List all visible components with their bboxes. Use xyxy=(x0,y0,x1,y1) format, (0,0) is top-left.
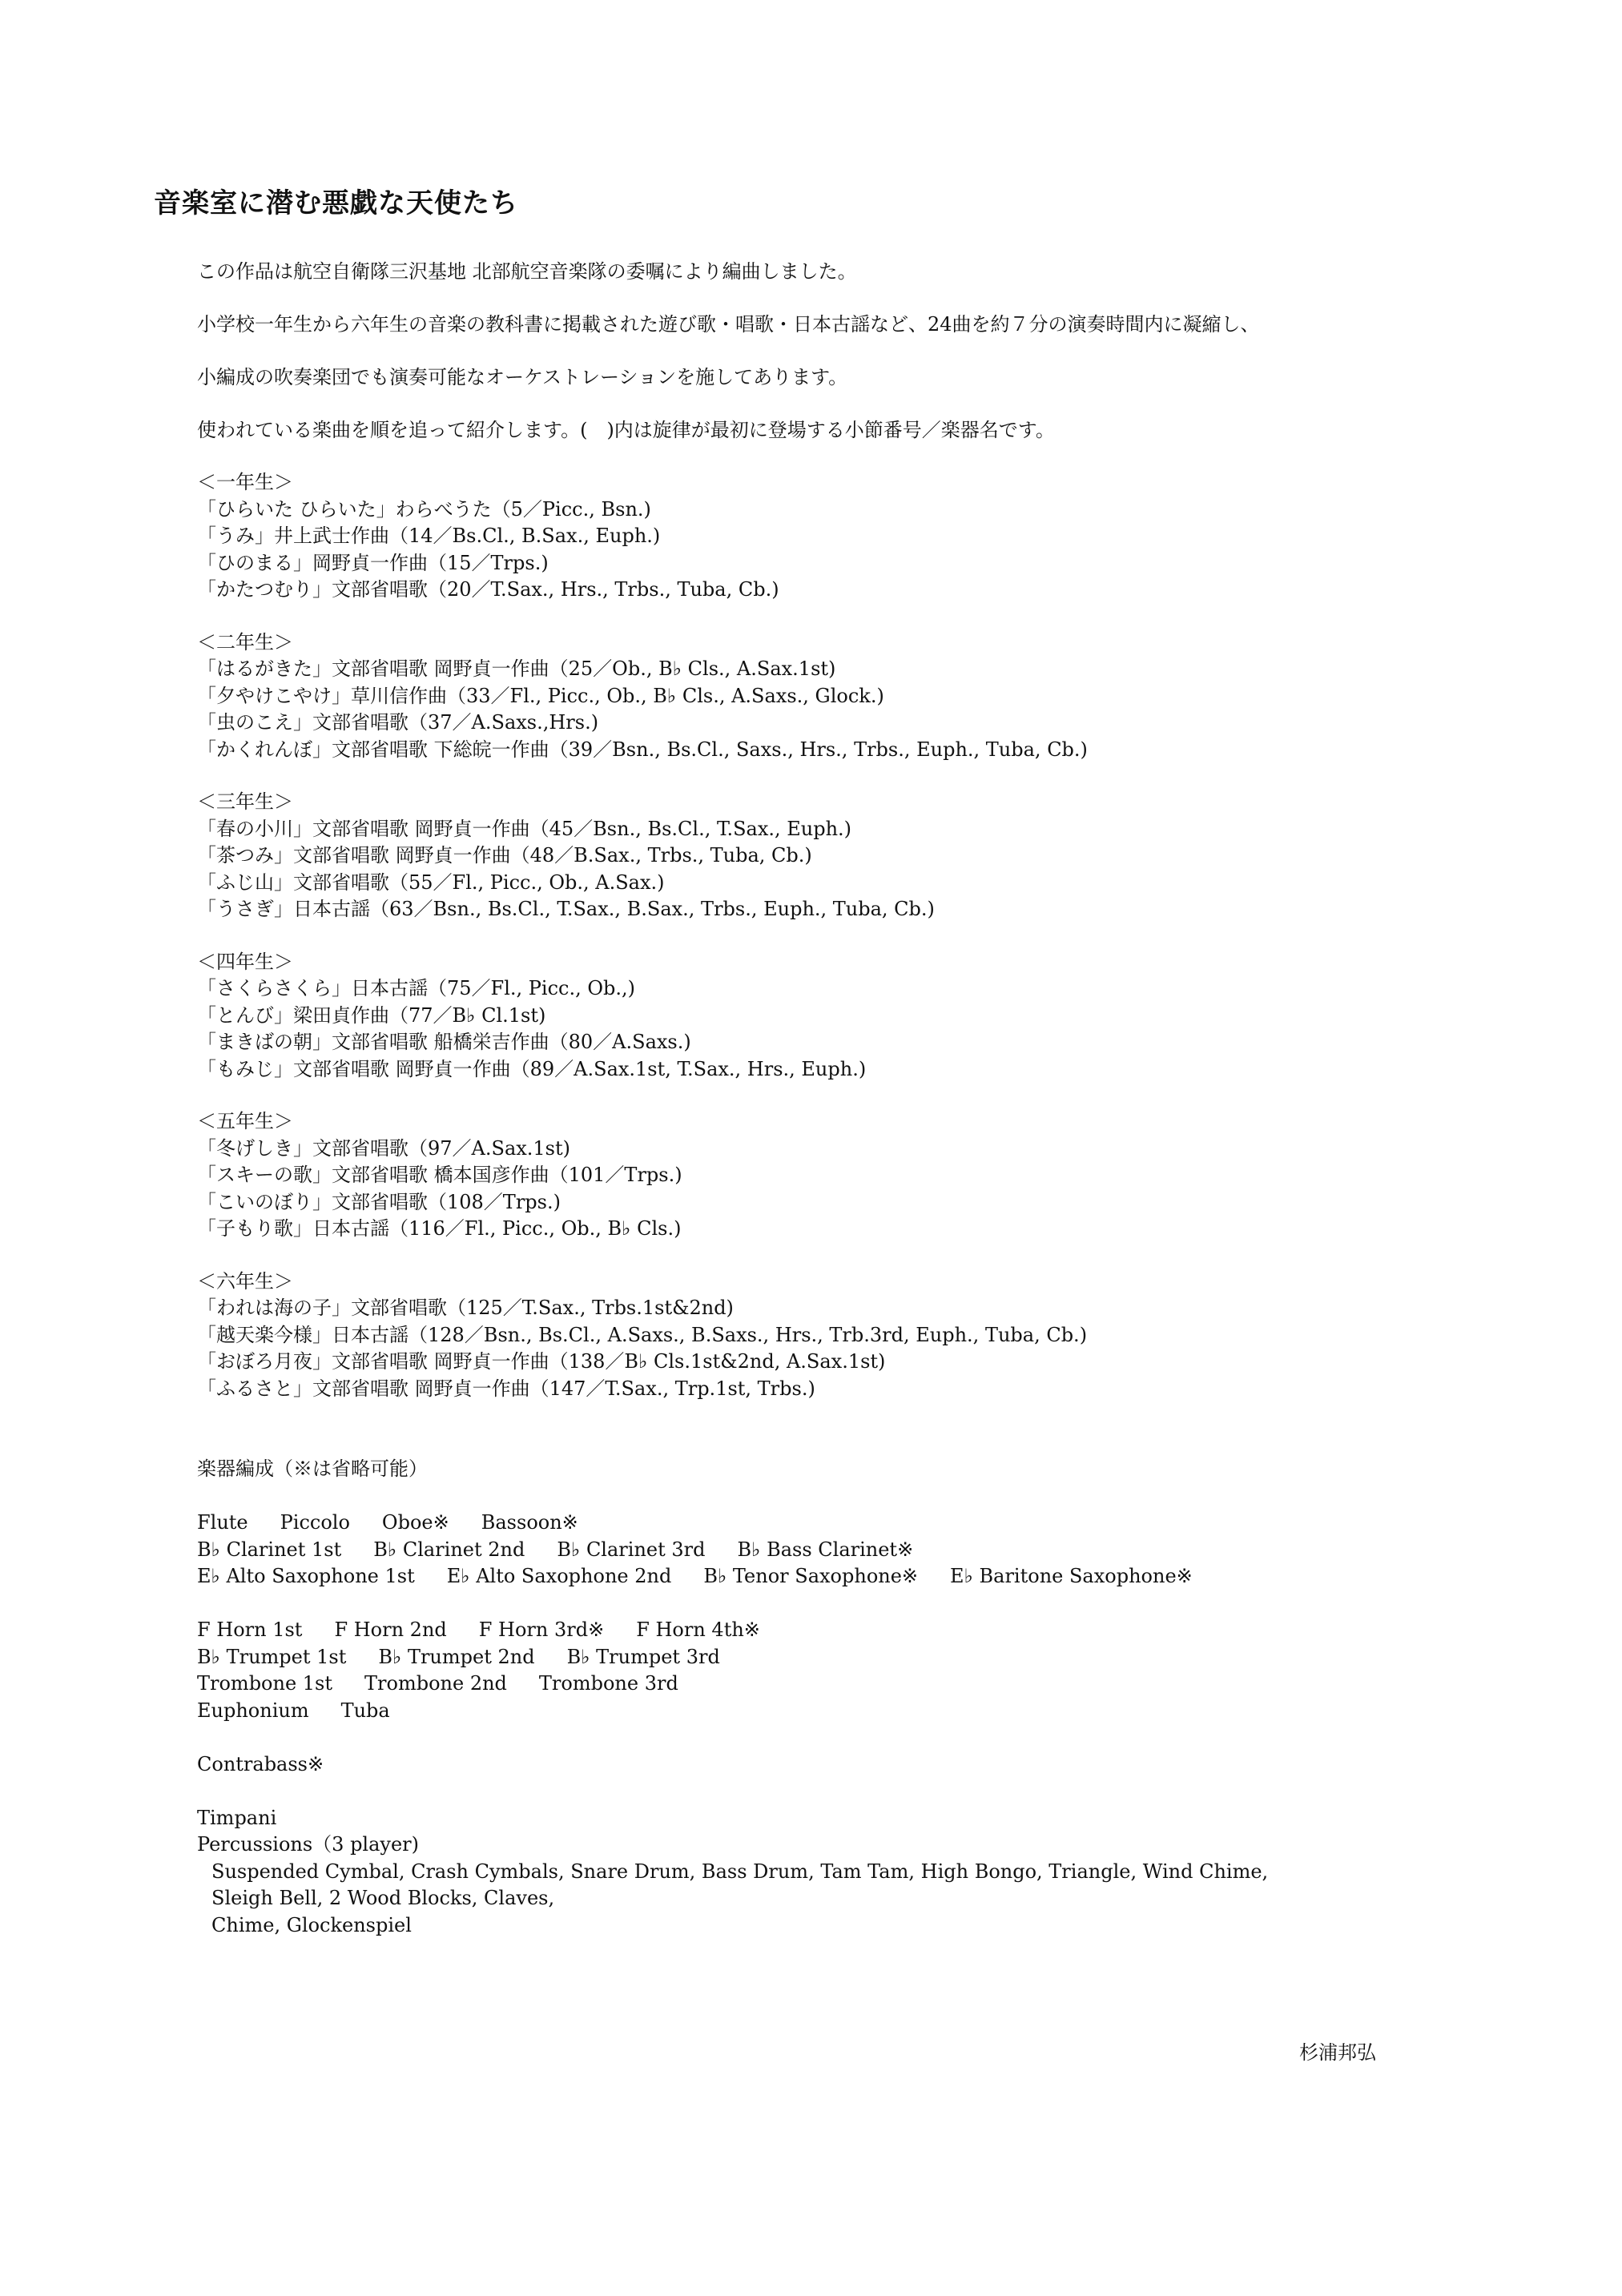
instrument-name: E♭ Baritone Saxophone※ xyxy=(950,1565,1193,1587)
intro-paragraph: この作品は航空自衛隊三沢基地 北部航空音楽隊の委嘱により編曲しました。 xyxy=(197,260,857,283)
instrument-name: Oboe※ xyxy=(381,1511,449,1534)
page-title: 音楽室に潜む悪戯な天使たち xyxy=(154,187,518,219)
song-item: 「おぼろ月夜」文部省唱歌 岡野貞一作曲（138／B♭ Cls.1st&2nd, A.Sax.1st) xyxy=(197,1350,886,1373)
song-item: 「ひのまる」岡野貞一作曲（15／Trps.) xyxy=(197,551,549,574)
grade-section-3 xyxy=(197,789,1479,923)
strings-group xyxy=(197,1751,1479,1779)
instrument-name: F Horn 3rd※ xyxy=(478,1618,605,1641)
instrumentation-heading-block xyxy=(197,1456,1479,1483)
intro-paragraph: 小学校一年生から六年生の音楽の教科書に掲載された遊び歌・唱歌・日本古謡など、24曲を約７分の演奏時間内に凝縮し、 xyxy=(197,313,1260,336)
instrument-row xyxy=(197,1537,1479,1564)
song-item: 「ふるさと」文部省唱歌 岡野貞一作曲（147／T.Sax., Trp.1st, Trbs.) xyxy=(197,1377,815,1400)
grade-section-5 xyxy=(197,1108,1479,1243)
grade-heading: ＜三年生＞ xyxy=(197,790,293,813)
instrument-name: Tuba xyxy=(340,1699,390,1722)
instrument-row xyxy=(197,1671,1479,1698)
instrument-name: F Horn 1st xyxy=(197,1618,303,1641)
song-item: 「夕やけこやけ」草川信作曲（33／Fl., Picc., Ob., B♭ Cls., A.Saxs., Glock.) xyxy=(197,684,884,707)
instrument-name: Flute xyxy=(197,1511,248,1534)
grade-section-4 xyxy=(197,949,1479,1084)
percussion-group xyxy=(197,1805,1479,1940)
song-item: 「まきばの朝」文部省唱歌 船橋栄吉作曲（80／A.Saxs.) xyxy=(197,1031,691,1053)
song-item: 「茶つみ」文部省唱歌 岡野貞一作曲（48／B.Sax., Trbs., Tuba, Cb.) xyxy=(197,844,812,867)
instrument-row xyxy=(197,1617,1479,1644)
instrument-name: Trombone 2nd xyxy=(364,1672,507,1695)
intro-paragraph: 使われている楽曲を順を追って紹介します。( )内は旋律が最初に登場する小節番号／楽器名です。 xyxy=(197,419,1055,441)
instrument-row xyxy=(197,1698,1479,1725)
song-item: 「ふじ山」文部省唱歌（55／Fl., Picc., Ob., A.Sax.) xyxy=(197,871,665,894)
woodwinds-group xyxy=(197,1510,1479,1590)
song-item: 「春の小川」文部省唱歌 岡野貞一作曲（45／Bsn., Bs.Cl., T.Sax., Euph.) xyxy=(197,817,852,840)
percussion-heading: Percussions（3 player) xyxy=(197,1833,420,1856)
song-item: 「うさぎ」日本古謡（63／Bsn., Bs.Cl., T.Sax., B.Sax., Trbs., Euph., Tuba, Cb.) xyxy=(197,898,935,920)
instrument-name: E♭ Alto Saxophone 2nd xyxy=(446,1565,672,1587)
author-signature: 杉浦邦弘 xyxy=(1299,2041,1376,2064)
percussion-line: Sleigh Bell, 2 Wood Blocks, Claves, xyxy=(211,1887,555,1909)
song-item: 「ひらいた ひらいた」わらべうた（5／Picc., Bsn.) xyxy=(197,497,651,521)
instrument-name: Piccolo xyxy=(280,1511,350,1534)
percussion-line: Suspended Cymbal, Crash Cymbals, Snare Drum, Bass Drum, Tam Tam, High Bongo, Triangle, Wind Chime, xyxy=(211,1860,1269,1883)
grade-heading: ＜四年生＞ xyxy=(197,950,293,973)
song-item: 「かくれんぼ」文部省唱歌 下総皖一作曲（39／Bsn., Bs.Cl., Saxs., Hrs., Trbs., Euph., Tuba, Cb.) xyxy=(197,738,1088,761)
document-body xyxy=(197,258,1479,1966)
instrument-name: Trombone 3rd xyxy=(538,1672,678,1695)
instrument-name: B♭ Trumpet 1st xyxy=(197,1645,347,1668)
instrument-name: B♭ Clarinet 1st xyxy=(197,1538,342,1561)
grade-section-1 xyxy=(197,469,1479,604)
grade-section-6 xyxy=(197,1269,1479,1403)
instrument-row xyxy=(197,1644,1479,1671)
instrument-name: Bassoon※ xyxy=(481,1511,578,1534)
instrument-name: Contrabass※ xyxy=(197,1752,324,1775)
song-item: 「うみ」井上武士作曲（14／Bs.Cl., B.Sax., Euph.) xyxy=(197,525,661,547)
song-item: 「われは海の子」文部省唱歌（125／T.Sax., Trbs.1st&2nd) xyxy=(197,1297,734,1319)
instrument-name: Euphonium xyxy=(197,1699,309,1722)
instrument-name: B♭ Clarinet 2nd xyxy=(373,1538,525,1561)
song-item: 「さくらさくら」日本古謡（75／Fl., Picc., Ob.,) xyxy=(197,977,636,999)
song-item: 「とんび」梁田貞作曲（77／B♭ Cl.1st) xyxy=(197,1003,546,1027)
brass-group xyxy=(197,1617,1479,1724)
song-item: 「こいのぼり」文部省唱歌（108／Trps.) xyxy=(197,1190,561,1213)
song-item: 「もみじ」文部省唱歌 岡野貞一作曲（89／A.Sax.1st, T.Sax., Hrs., Euph.) xyxy=(197,1057,867,1080)
percussion-line: Chime, Glockenspiel xyxy=(211,1913,412,1936)
instrument-row xyxy=(197,1563,1479,1590)
intro-paragraph: 小編成の吹奏楽団でも演奏可能なオーケストレーションを施してあります。 xyxy=(197,366,848,388)
instrument-name: B♭ Bass Clarinet※ xyxy=(737,1538,914,1561)
grade-heading: ＜一年生＞ xyxy=(197,471,293,493)
song-item: 「かたつむり」文部省唱歌（20／T.Sax., Hrs., Trbs., Tuba, Cb.) xyxy=(197,578,779,601)
instrument-name: F Horn 2nd xyxy=(334,1618,447,1641)
song-item: 「はるがきた」文部省唱歌 岡野貞一作曲（25／Ob., B♭ Cls., A.Sax.1st) xyxy=(197,657,836,680)
instrument-name: Trombone 1st xyxy=(197,1672,333,1695)
grade-heading: ＜二年生＞ xyxy=(197,630,293,653)
song-item: 「スキーの歌」文部省唱歌 橋本国彦作曲（101／Trps.) xyxy=(197,1164,682,1186)
instrument-name: Timpani xyxy=(197,1806,277,1829)
song-item: 「越天楽今様」日本古謡（128／Bsn., Bs.Cl., A.Saxs., B.Saxs., Hrs., Trb.3rd, Euph., Tuba, Cb.) xyxy=(197,1323,1088,1346)
song-item: 「冬げしき」文部省唱歌（97／A.Sax.1st) xyxy=(197,1136,571,1160)
grade-section-2 xyxy=(197,629,1479,764)
section-spacer xyxy=(197,1402,1479,1456)
grade-heading: ＜六年生＞ xyxy=(197,1269,293,1293)
instrumentation-heading: 楽器編成（※は省略可能） xyxy=(197,1458,428,1480)
instrument-name: B♭ Tenor Saxophone※ xyxy=(703,1565,919,1587)
instrument-row xyxy=(197,1510,1479,1537)
instrument-name: B♭ Trumpet 2nd xyxy=(378,1645,535,1668)
instrument-name: E♭ Alto Saxophone 1st xyxy=(197,1565,415,1587)
song-item: 「虫のこえ」文部省唱歌（37／A.Saxs.,Hrs.) xyxy=(197,711,599,734)
instrument-name: B♭ Clarinet 3rd xyxy=(557,1538,706,1561)
instrument-name: B♭ Trumpet 3rd xyxy=(566,1645,720,1668)
instrument-name: F Horn 4th※ xyxy=(636,1618,760,1641)
song-item: 「子もり歌」日本古謡（116／Fl., Picc., Ob., B♭ Cls.) xyxy=(197,1217,682,1240)
grade-heading: ＜五年生＞ xyxy=(197,1110,293,1132)
